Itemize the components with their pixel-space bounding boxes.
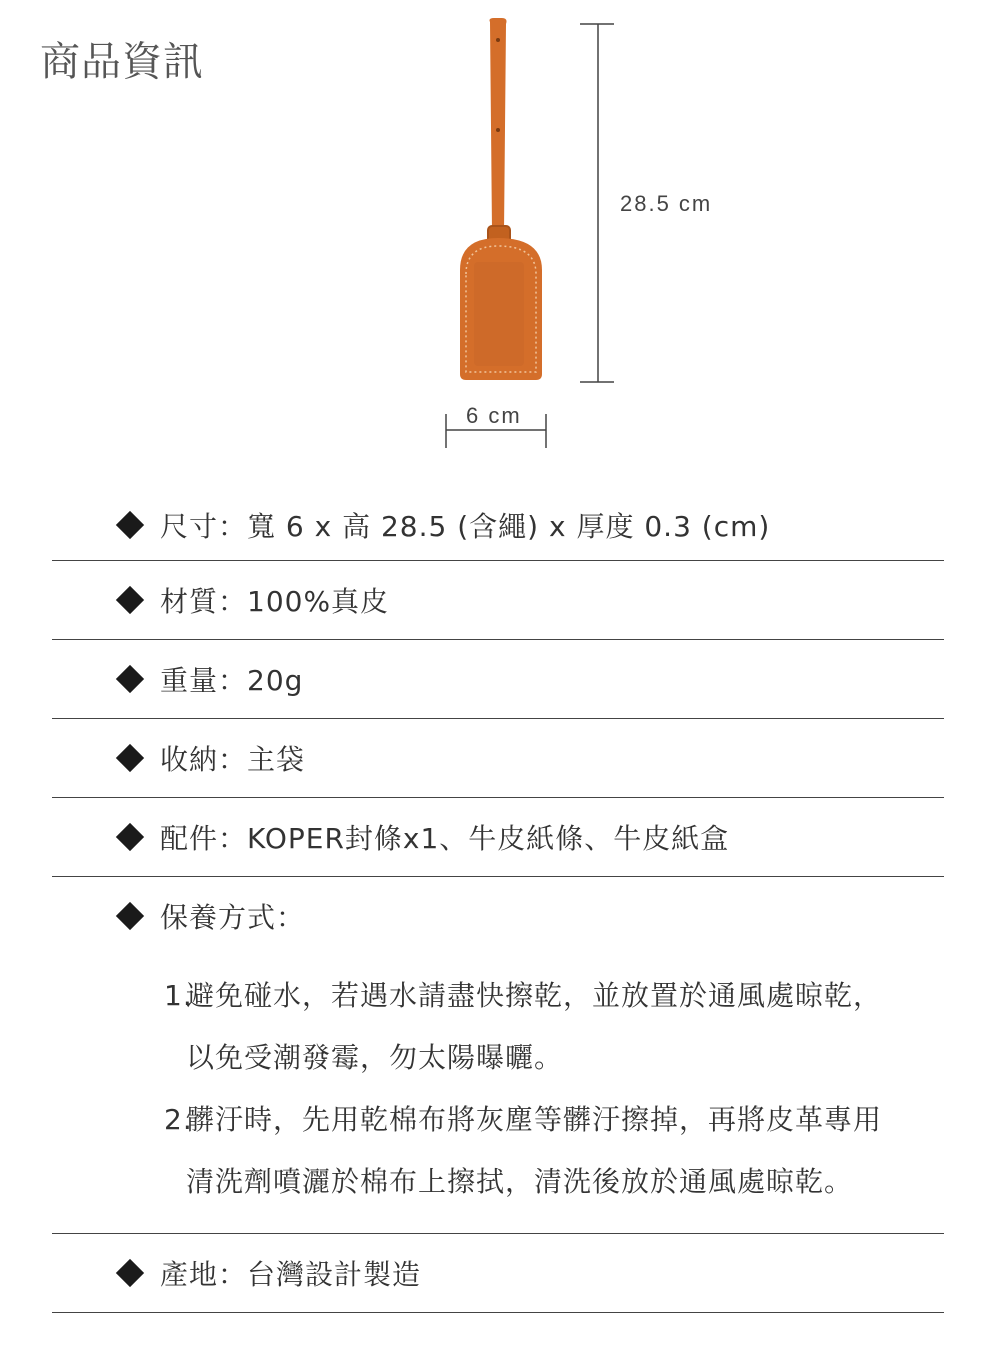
- spec-size: [52, 490, 944, 561]
- height-dimension-label: 28.5 cm: [620, 191, 713, 216]
- care-step: [164, 965, 944, 1089]
- diamond-bullet-icon: [116, 823, 144, 851]
- care-step-number: 1.: [164, 979, 193, 1012]
- spec-list: [0, 490, 1000, 1313]
- tag-window: [474, 262, 524, 366]
- width-dimension-label: 6 cm: [466, 403, 522, 428]
- care-step-text: 髒汙時，先用乾棉布將灰塵等髒汙擦掉，再將皮革專用清洗劑噴灑於棉布上擦拭，清洗後放於通風處晾乾。: [186, 1103, 883, 1198]
- diamond-bullet-icon: [116, 902, 144, 930]
- spec-origin-text: 產地：台灣設計製造: [160, 1258, 422, 1291]
- strap-hole: [496, 38, 500, 42]
- spec-material: [52, 561, 944, 640]
- spec-storage: [52, 719, 944, 798]
- spec-care: [52, 877, 944, 1234]
- luggage-tag-image: [460, 18, 542, 380]
- diamond-bullet-icon: [116, 665, 144, 693]
- diamond-bullet-icon: [116, 744, 144, 772]
- care-step: [164, 1089, 944, 1213]
- page-title: 商品資訊: [40, 39, 204, 85]
- care-step-text: 避免碰水，若遇水請盡快擦乾，並放置於通風處晾乾，以免受潮發霉，勿太陽曝曬。: [186, 979, 883, 1074]
- diamond-bullet-icon: [116, 511, 144, 539]
- product-figure: [0, 0, 1000, 460]
- care-steps: [52, 955, 944, 1233]
- tag-strap: [490, 18, 507, 232]
- spec-size-text: 尺寸：寬 6 x 高 28.5 (含繩) x 厚度 0.3 (cm): [160, 510, 771, 543]
- spec-weight: [52, 640, 944, 719]
- spec-storage-text: 收納：主袋: [160, 743, 306, 776]
- spec-material-text: 材質：100%真皮: [160, 585, 390, 618]
- care-step-number: 2.: [164, 1103, 193, 1136]
- spec-accessories: [52, 798, 944, 877]
- diamond-bullet-icon: [116, 1259, 144, 1287]
- spec-accessories-text: 配件：KOPER封條x1、牛皮紙條、牛皮紙盒: [160, 822, 730, 855]
- diamond-bullet-icon: [116, 586, 144, 614]
- strap-hole: [496, 128, 500, 132]
- spec-care-title: 保養方式：: [160, 901, 306, 934]
- spec-weight-text: 重量：20g: [160, 664, 304, 697]
- spec-origin: [52, 1234, 944, 1313]
